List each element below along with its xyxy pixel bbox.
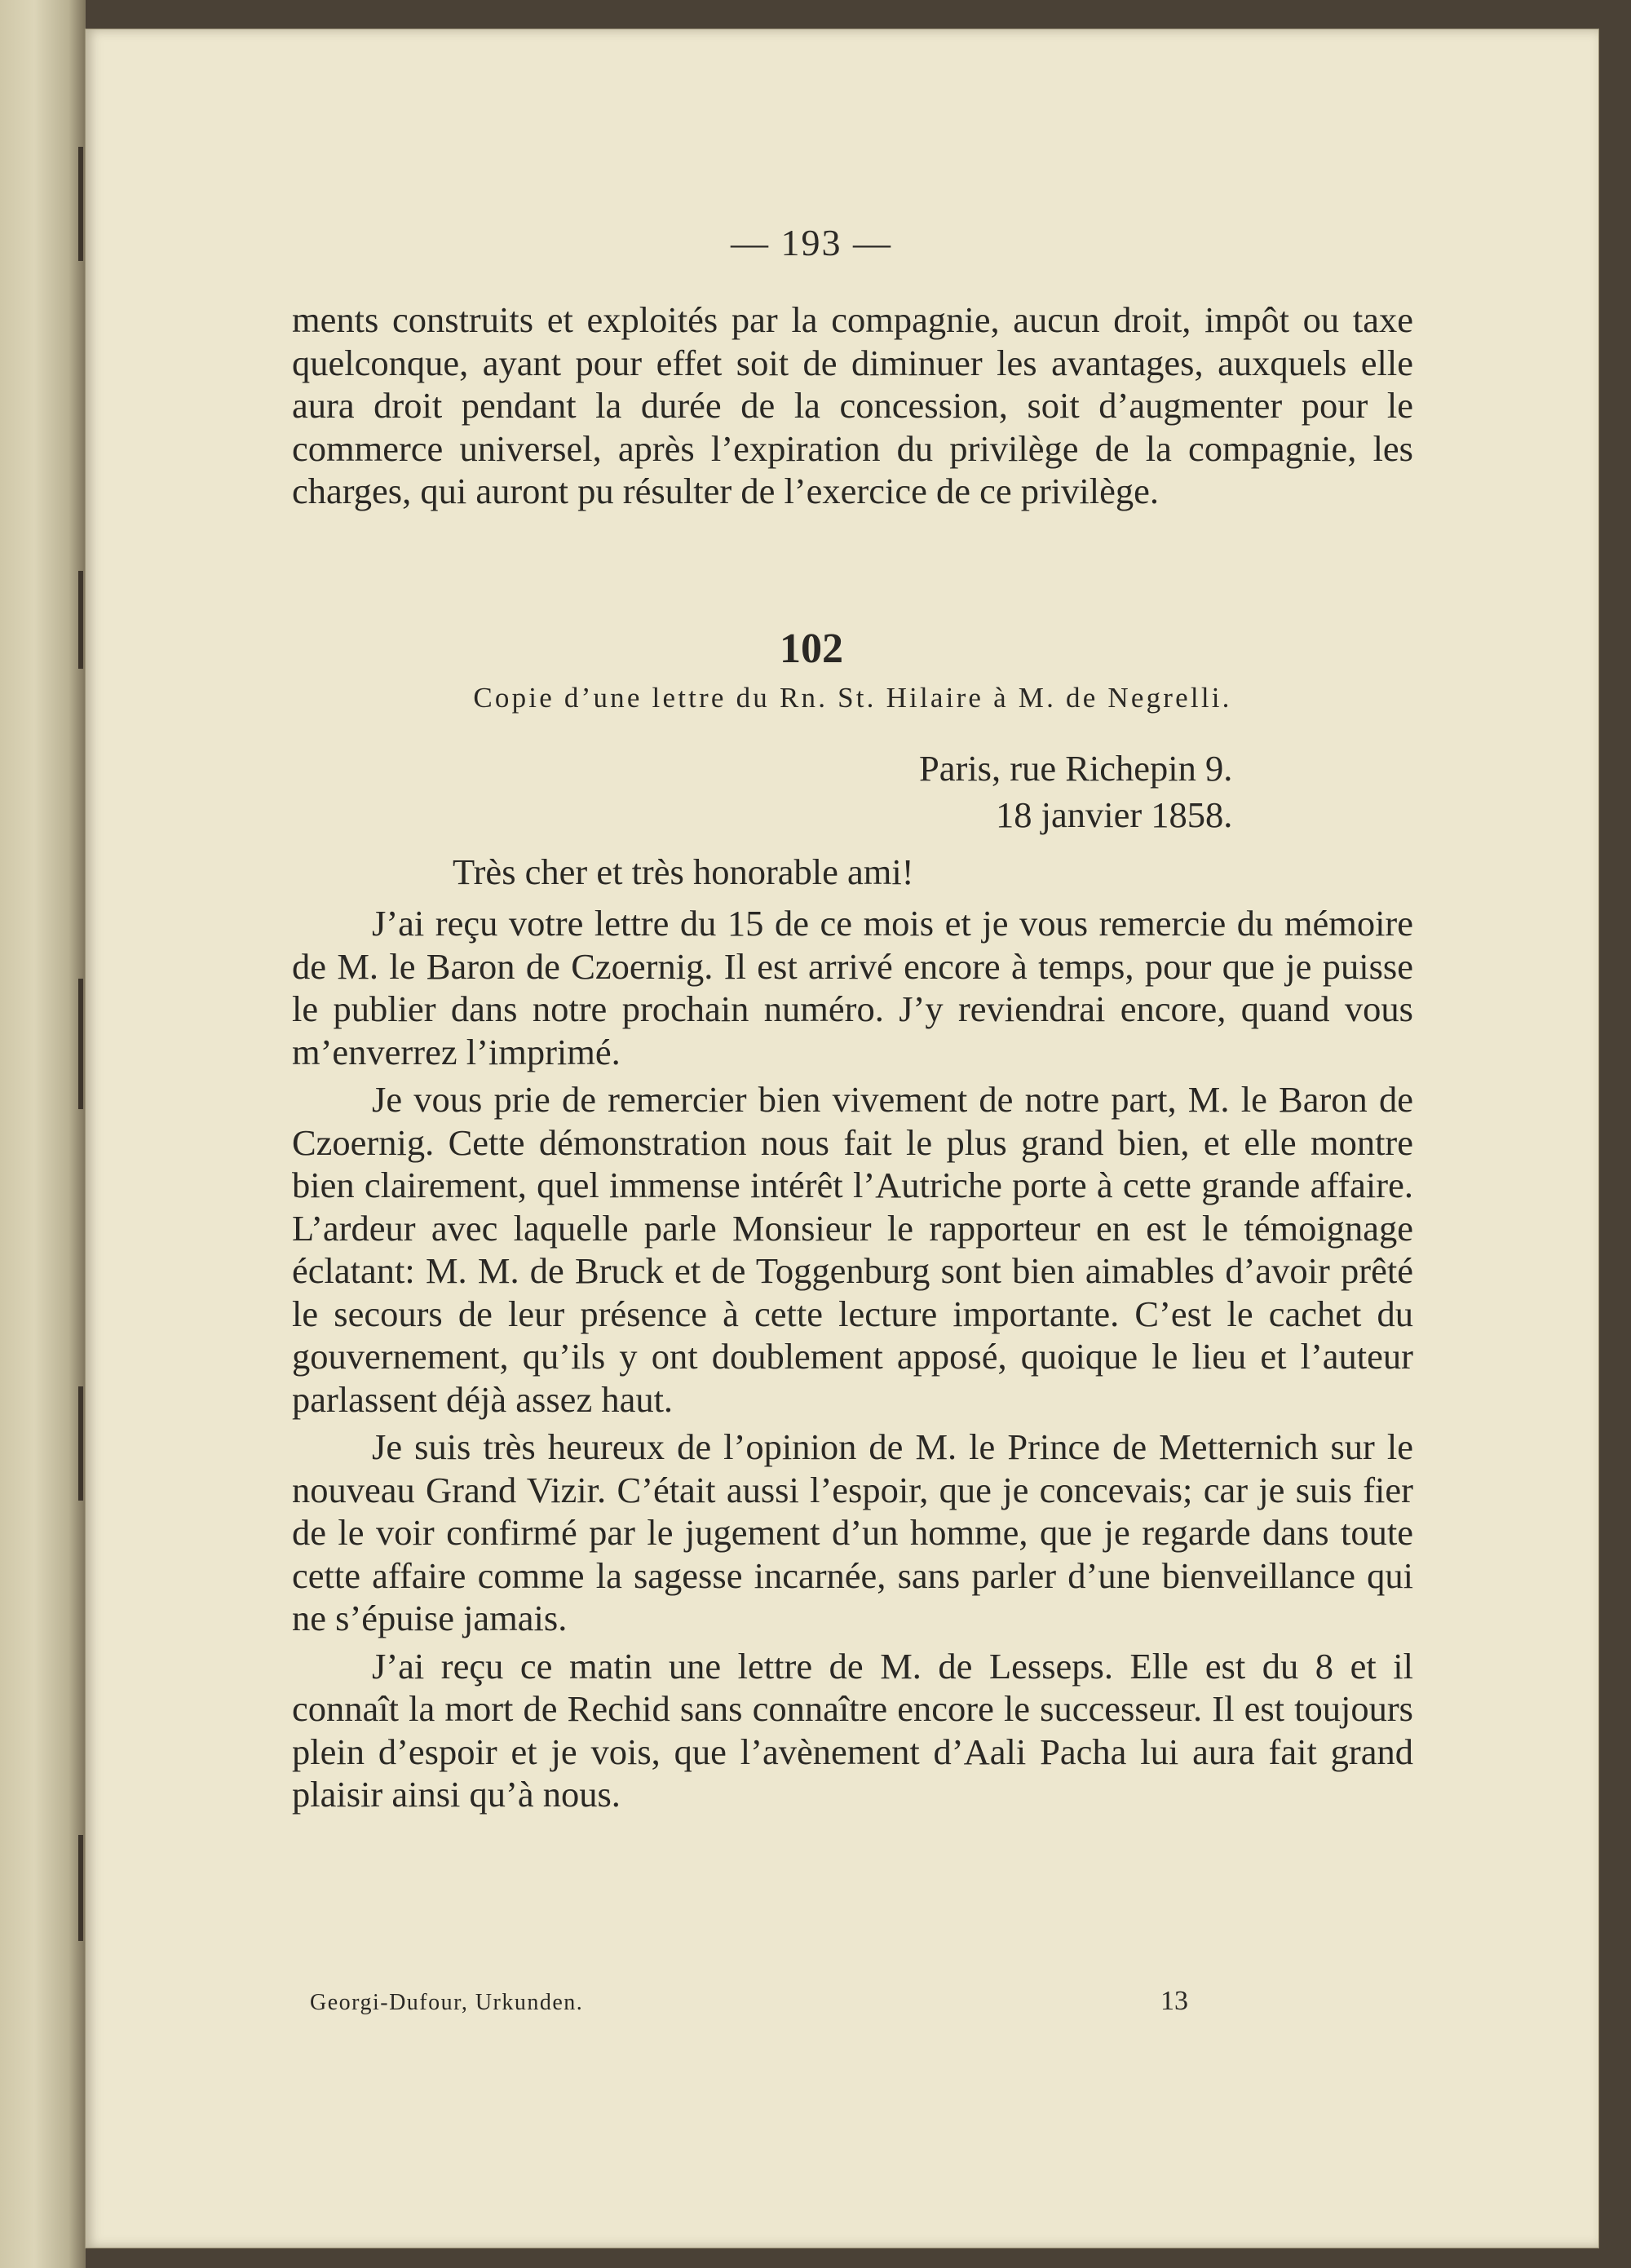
binding-thread — [78, 147, 83, 261]
letter-body — [292, 902, 1413, 1816]
letter-date: 18 janvier 1858. — [996, 794, 1233, 835]
continuation-text-block — [292, 298, 1413, 513]
page-number: — 193 — — [731, 222, 892, 263]
book-binding-edge — [0, 0, 86, 2268]
printer-signature: Georgi-Dufour, Urkunden. — [310, 1990, 584, 2015]
document-title: Copie d’une lettre du Rn. St. Hilaire à M. de Negrelli. — [473, 682, 1232, 714]
book-page — [86, 29, 1598, 2248]
binding-thread — [78, 1386, 83, 1501]
letter-place: Paris, rue Richepin 9. — [919, 748, 1233, 789]
letter-paragraph: Je suis très heureux de l’opinion de M. le Prince de Metternich sur le nouveau Grand Vizir. C’était aussi l’espoir, que je concevais; car je suis fier de le voir confirmé par le jugement d’un homme, que je regarde dans toute cette affaire comme la sagesse incarnée, sans parler d’une bienveillance qui ne s’épuise jamais. — [292, 1426, 1413, 1638]
letter-paragraph: J’ai reçu ce matin une lettre de M. de Lesseps. Elle est du 8 et il connaît la mort de Rechid sans connaître encore le successeur. Il est toujours plein d’espoir et je vois, que l’avènement d’Aali Pacha lui aura fait grand plaisir ainsi qu’à nous. — [292, 1645, 1413, 1815]
document-number: 102 — [780, 626, 843, 672]
continuation-paragraph: ments construits et exploités par la compagnie, aucun droit, impôt ou taxe quelconque, ayant pour effet soit de diminuer les avantages, auxquels elle aura droit pendant la durée de la concession, soit d’augmenter pour le commerce universel, après l’expiration du privilège de la compagnie, les charges, qui auront pu résulter de l’exercice de ce privilège. — [292, 299, 1413, 511]
letter-salutation: Très cher et très honorable ami! — [453, 851, 914, 892]
binding-thread — [78, 571, 83, 669]
binding-thread — [78, 1835, 83, 1941]
letter-paragraph: J’ai reçu votre lettre du 15 de ce mois et je vous remercie du mémoire de M. le Baron de Czoernig. Il est arrivé encore à temps, pour que je puisse le publier dans notre prochain numéro. J’y reviendrai encore, quand vous m’enverrez l’imprimé. — [292, 903, 1413, 1072]
binding-thread — [78, 979, 83, 1109]
sheet-number: 13 — [1160, 1986, 1188, 2016]
letter-paragraph: Je vous prie de remercier bien vivement de notre part, M. le Baron de Czoernig. Cette démonstration nous fait le plus grand bien, et elle montre bien clairement, quel immense intérêt l’Autriche porte à cette grande affaire. L’ardeur avec laquelle parle Monsieur le rapporteur en est le témoignage éclatant: M. M. de Bruck et de Toggenburg sont bien aimables d’avoir prêté le secours de leur présence à cette lecture importante. C’est le cachet du gouvernement, qu’ils y ont doublement apposé, quoique le lieu et l’auteur parlassent déjà assez haut. — [292, 1079, 1413, 1420]
